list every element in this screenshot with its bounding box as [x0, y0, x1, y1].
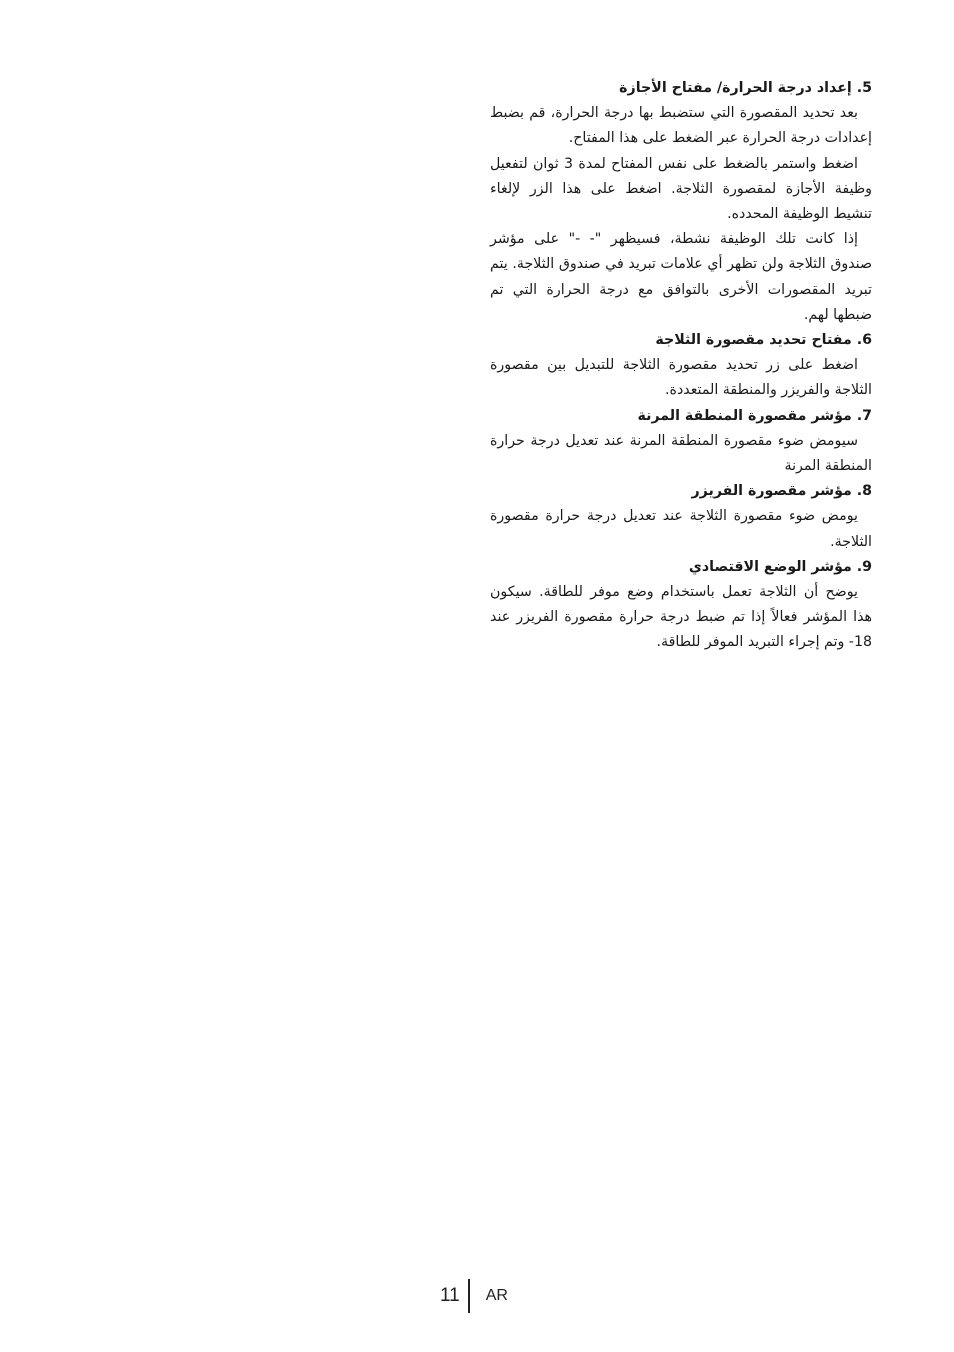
- paragraph: إذا كانت تلك الوظيفة نشطة، فسيظهر "- -" على مؤشر صندوق الثلاجة ولن تظهر أي علامات تبريد في صندوق الثلاجة. يتم تبريد المقصورات الأخرى بالتوافق مع درجة الحرارة التي تم ضبطها لهم.: [490, 231, 872, 323]
- paragraph: يوضح أن الثلاجة تعمل باستخدام وضع موفر للطاقة. سيكون هذا المؤشر فعالاً إذا تم ضبط درجة حرارة مقصورة الفريزر عند 18- وتم إجراء التبريد الموفر للطاقة.: [490, 584, 872, 651]
- section-title: 8. مؤشر مقصورة الفريزر: [691, 483, 872, 500]
- paragraph: يومض ضوء مقصورة الثلاجة عند تعديل درجة حرارة مقصورة الثلاجة.: [490, 508, 872, 550]
- section-title: 5. إعداد درجة الحرارة/ مفتاح الأجازة: [619, 80, 872, 96]
- section-title: 6. مفتاح تحديد مقصورة الثلاجة: [655, 332, 872, 349]
- section-temperature-holiday-key: [490, 76, 872, 328]
- paragraph: بعد تحديد المقصورة التي ستضبط بها درجة الحرارة، قم بضبط إعدادات درجة الحرارة عبر الضغط على هذا المفتاح.: [490, 105, 872, 147]
- section-title: 7. مؤشر مقصورة المنطقة المرنة: [637, 407, 872, 424]
- page-footer: [440, 1276, 508, 1316]
- section-freezer-indicator: [490, 479, 872, 555]
- section-flexi-zone-indicator: [490, 404, 872, 480]
- manual-text-column: [490, 76, 872, 656]
- paragraph: اضغط واستمر بالضغط على نفس المفتاح لمدة 3 ثوان لتفعيل وظيفة الأجازة لمقصورة الثلاجة. اضغط على هذا الزر لإلغاء تنشيط الوظيفة المحدده.: [490, 155, 872, 223]
- language-code: AR: [485, 1287, 508, 1304]
- paragraph: اضغط على زر تحديد مقصورة الثلاجة للتبديل بين مقصورة الثلاجة والفريزر والمنطقة المتعددة.: [490, 357, 872, 399]
- page-number: 11: [440, 1285, 460, 1306]
- section-title: 9. مؤشر الوضع الاقتصادي: [688, 558, 872, 575]
- section-fridge-select-key: [490, 328, 872, 404]
- paragraph: سيومض ضوء مقصورة المنطقة المرنة عند تعديل درجة حرارة المنطقة المرنة: [490, 432, 872, 475]
- section-eco-mode-indicator: [490, 555, 872, 656]
